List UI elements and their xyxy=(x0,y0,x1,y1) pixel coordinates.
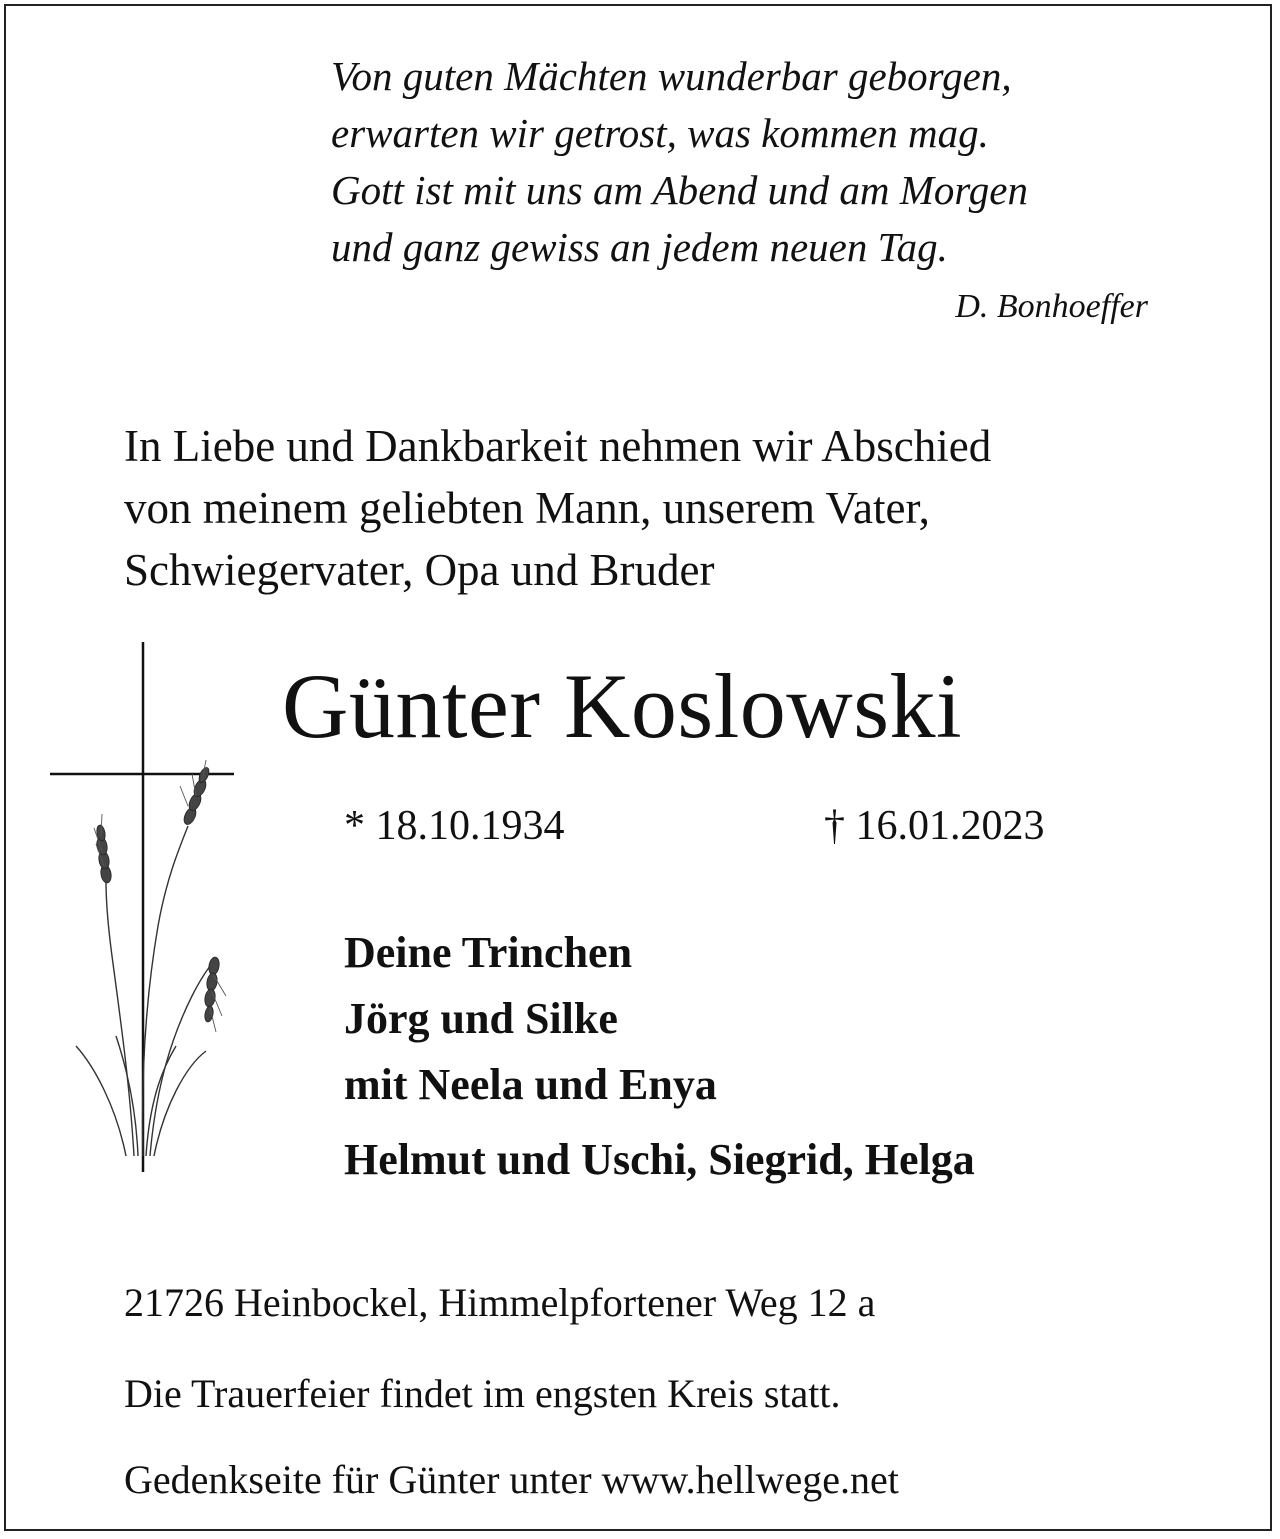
relatives-names: Helmut und Uschi, Siegrid, Helga xyxy=(344,1135,975,1184)
family-line: mit Neela und Enya xyxy=(344,1060,717,1109)
birth-date: * 18.10.1934 xyxy=(344,803,565,849)
intro-line: Schwiegervater, Opa und Bruder xyxy=(124,545,715,595)
memorial-page-note: Gedenkseite für Günter unter www.hellwege.net xyxy=(124,1457,899,1502)
poem-line: Von guten Mächten wunderbar geborgen, xyxy=(331,53,1012,99)
family-line: Jörg und Silke xyxy=(344,994,618,1043)
poem xyxy=(331,48,1028,276)
address: 21726 Heinbockel, Himmelpfortener Weg 12 a xyxy=(124,1280,876,1325)
poem-line: erwarten wir getrost, was kommen mag. xyxy=(331,110,989,156)
death-date: † 16.01.2023 xyxy=(824,803,1045,849)
obituary-frame xyxy=(4,4,1272,1531)
poem-line: Gott ist mit uns am Abend und am Morgen xyxy=(331,167,1028,213)
family-names xyxy=(344,920,717,1118)
intro-line: In Liebe und Dankbarkeit nehmen wir Abschied xyxy=(124,421,992,471)
ceremony-note: Die Trauerfeier findet im engsten Kreis statt. xyxy=(124,1371,841,1416)
poem-author: D. Bonhoeffer xyxy=(955,288,1148,325)
intro-line: von meinem geliebten Mann, unserem Vater, xyxy=(124,483,930,533)
poem-line: und ganz gewiss an jedem neuen Tag. xyxy=(331,224,948,270)
family-line: Deine Trinchen xyxy=(344,928,633,977)
cross-with-wheat-icon xyxy=(46,636,246,1176)
intro-text xyxy=(124,415,991,601)
deceased-name: Günter Koslowski xyxy=(282,655,963,757)
